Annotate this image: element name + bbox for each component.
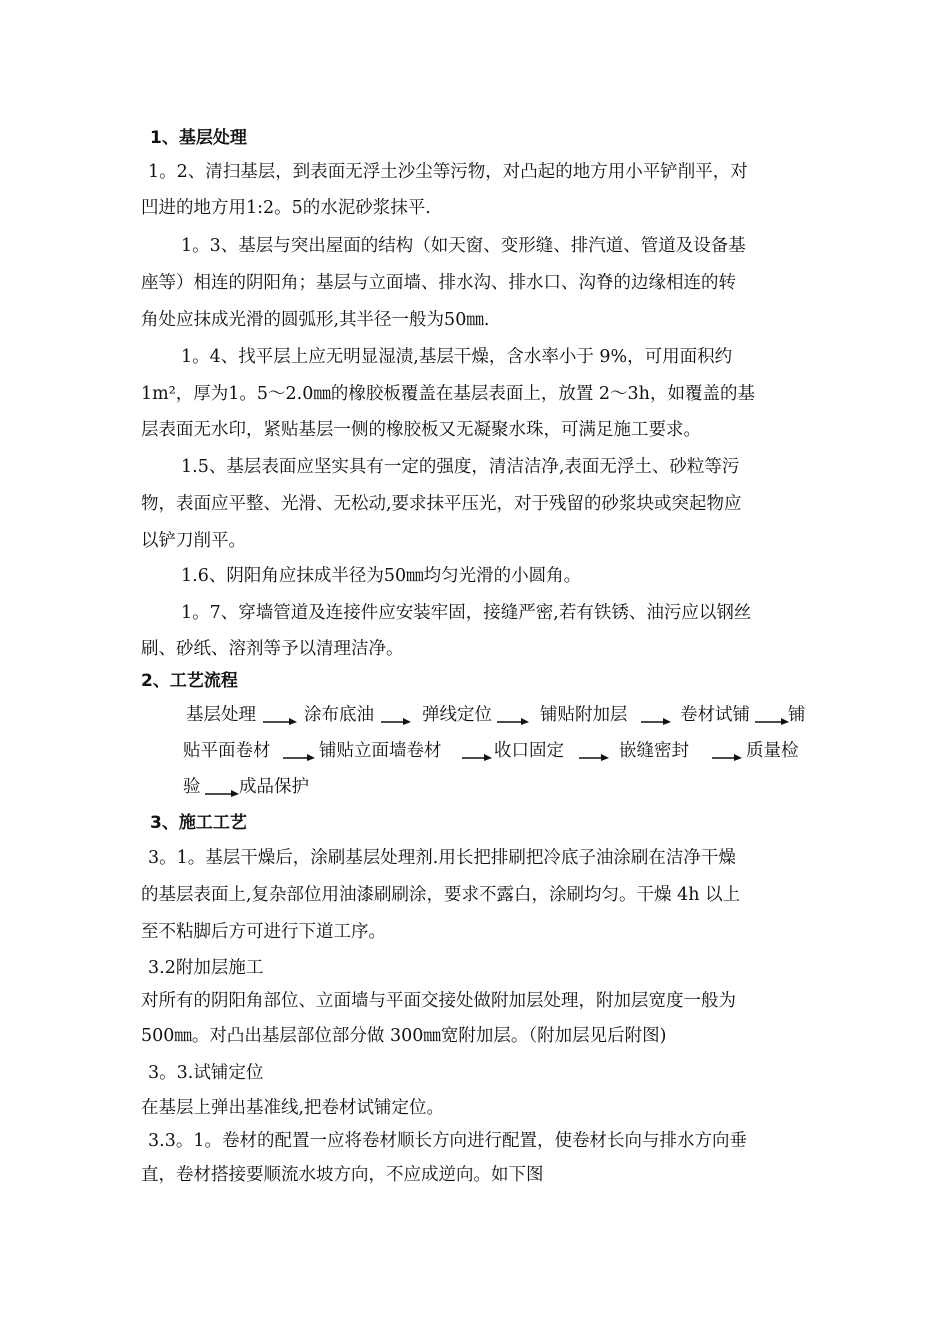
arrow-right-icon (755, 713, 789, 725)
paragraph-1-3-line-2: 座等）相连的阴阳角；基层与立面墙、排水沟、排水口、沟脊的边缘相连的转 (141, 273, 736, 293)
flow-step: 铺贴附加层 (540, 705, 628, 725)
flow-step: 弹线定位 (422, 705, 492, 725)
paragraph-1-5-line-1: 1.5、基层表面应坚实具有一定的强度，清洁洁净,表面无浮土、砂粒等污 (181, 457, 740, 477)
paragraph-3-2-line-1: 对所有的阴阳角部位、立面墙与平面交接处做附加层处理，附加层宽度一般为 (141, 991, 736, 1011)
arrow-right-icon (579, 749, 609, 761)
paragraph-3-1-line-1: 3。1。基层干燥后，涂刷基层处理剂.用长把排刷把冷底子油涂刷在洁净干燥 (148, 848, 736, 868)
arrow-right-icon (205, 785, 239, 797)
arrow-right-icon (712, 749, 742, 761)
flow-step: 贴平面卷材 (183, 741, 271, 761)
arrow-right-icon (641, 713, 671, 725)
flow-step: 验 (183, 777, 201, 797)
subheading-3-2: 3.2附加层施工 (148, 958, 264, 978)
arrow-right-icon (462, 749, 492, 761)
paragraph-1-3-line-3: 角处应抹成光滑的圆弧形,其半径一般为50㎜. (141, 310, 490, 330)
flow-step: 基层处理 (186, 705, 256, 725)
flow-step: 嵌缝密封 (619, 741, 689, 761)
arrow-right-icon (381, 713, 411, 725)
flow-step: 卷材试铺 (680, 705, 750, 725)
flow-step: 铺 (788, 705, 806, 725)
arrow-right-icon (263, 713, 297, 725)
subheading-3-3: 3。3.试铺定位 (148, 1063, 264, 1083)
section-3-heading: 3、施工工艺 (150, 813, 247, 833)
paragraph-1-7-line-2: 刷、砂纸、溶剂等予以清理洁净。 (141, 639, 404, 659)
paragraph-1-4-line-3: 层表面无水印，紧贴基层一侧的橡胶板又无凝聚水珠，可满足施工要求。 (141, 420, 701, 440)
paragraph-1-2-line-2: 凹进的地方用1:2。5的水泥砂浆抹平. (141, 198, 431, 218)
paragraph-1-6: 1.6、阴阳角应抹成半径为50㎜均匀光滑的小圆角。 (181, 566, 582, 586)
flow-step: 成品保护 (239, 777, 309, 797)
flow-step: 铺贴立面墙卷材 (319, 741, 442, 761)
section-2-heading: 2、工艺流程 (141, 671, 238, 691)
flow-step: 涂布底油 (304, 705, 374, 725)
paragraph-1-5-line-2: 物，表面应平整、光滑、无松动,要求抹平压光，对于残留的砂浆块或突起物应 (141, 494, 742, 514)
paragraph-3-3: 在基层上弹出基准线,把卷材试铺定位。 (141, 1098, 445, 1118)
paragraph-1-7-line-1: 1。7、穿墙管道及连接件应安装牢固，接缝严密,若有铁锈、油污应以钢丝 (181, 603, 752, 623)
flow-step: 收口固定 (494, 741, 564, 761)
paragraph-3-3-1-line-1: 3.3。1。卷材的配置一应将卷材顺长方向进行配置，使卷材长向与排水方向垂 (148, 1131, 747, 1151)
paragraph-1-3-line-1: 1。3、基层与突出屋面的结构（如天窗、变形缝、排汽道、管道及设备基 (181, 236, 746, 256)
paragraph-1-4-line-2: 1m²，厚为1。5～2.0㎜的橡胶板覆盖在基层表面上，放置 2～3h，如覆盖的基 (141, 384, 755, 404)
paragraph-3-1-line-2: 的基层表面上,复杂部位用油漆刷刷涂，要求不露白，涂刷均匀。干燥 4h 以上 (141, 885, 741, 905)
arrow-right-icon (283, 749, 315, 761)
flow-step: 质量检 (746, 741, 799, 761)
paragraph-3-2-line-2: 500㎜。对凸出基层部位部分做 300㎜宽附加层。（附加层见后附图) (141, 1026, 667, 1046)
paragraph-3-3-1-line-2: 直，卷材搭接要顺流水坡方向，不应成逆向。如下图 (141, 1165, 544, 1185)
paragraph-1-4-line-1: 1。4、找平层上应无明显湿渍,基层干燥，含水率小于 9%，可用面积约 (181, 347, 733, 367)
paragraph-1-5-line-3: 以铲刀削平。 (141, 531, 246, 551)
arrow-right-icon (497, 713, 529, 725)
paragraph-1-2-line-1: 1。2、清扫基层，到表面无浮土沙尘等污物，对凸起的地方用小平铲削平，对 (148, 162, 748, 182)
paragraph-3-1-line-3: 至不粘脚后方可进行下道工序。 (141, 922, 386, 942)
section-1-heading: 1、基层处理 (150, 128, 247, 148)
